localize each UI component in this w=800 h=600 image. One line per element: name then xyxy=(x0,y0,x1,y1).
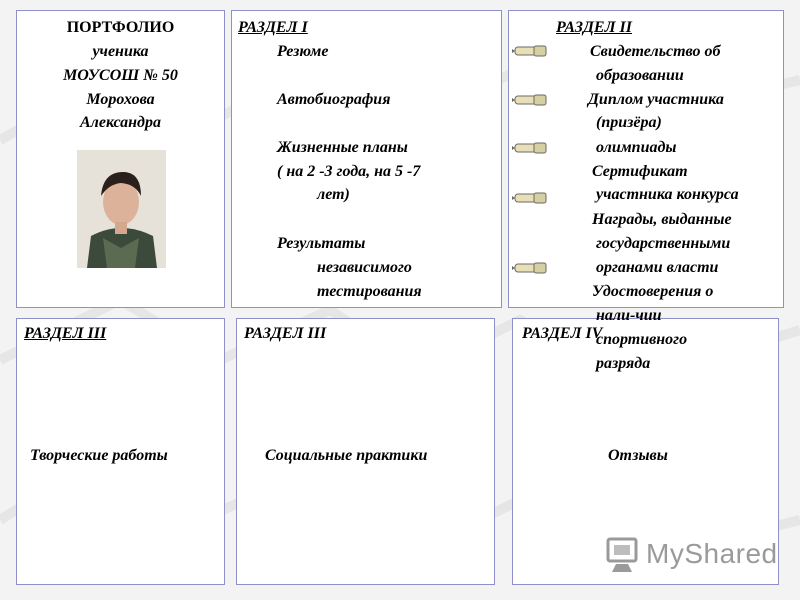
section3a-title: РАЗДЕЛ III xyxy=(24,325,107,342)
hand-pointer-icon xyxy=(512,93,548,107)
section2-item-certificate-education-2: образовании xyxy=(596,67,684,84)
section1-title: РАЗДЕЛ I xyxy=(238,19,308,36)
section1-item-results: Результаты xyxy=(277,235,366,252)
section1-item-life-plans: Жизненные планы xyxy=(277,139,408,156)
section2-item-olympiad-diploma-2: (призёра) xyxy=(596,114,662,131)
section1-item-resume: Резюме xyxy=(277,43,329,60)
section2-item-olympiad-diploma: Диплом участника xyxy=(588,91,724,108)
portfolio-line-school: МОУСОШ № 50 xyxy=(63,67,178,84)
hand-pointer-icon xyxy=(512,261,548,275)
watermark-logo-text: MyShared xyxy=(646,538,778,569)
section1-item-autobiography: Автобиография xyxy=(277,91,391,108)
section1-item-life-plans-detail: ( на 2 -3 года, на 5 -7 xyxy=(277,163,421,180)
section2-item-contest-cert: Сертификат xyxy=(592,163,688,180)
portfolio-title: ПОРТФОЛИО xyxy=(66,19,175,36)
portfolio-line-surname: Морохова xyxy=(86,91,155,108)
section4-content: Отзывы xyxy=(608,447,668,464)
section1-item-life-plans-years: лет) xyxy=(317,186,350,203)
section4-title: РАЗДЕЛ IV xyxy=(522,325,603,342)
section2-item-sport-cert-4: разряда xyxy=(596,355,651,372)
section2-item-awards-2: государственными xyxy=(596,235,731,252)
portfolio-line-student: ученика xyxy=(92,43,149,60)
section1-item-independent: независимого xyxy=(317,259,412,276)
section3b-content: Социальные практики xyxy=(265,447,428,464)
section2-item-awards-3: органами власти xyxy=(596,259,719,276)
hand-pointer-icon xyxy=(512,141,548,155)
section2-item-contest-cert-2: участника конкурса xyxy=(596,186,739,203)
section2-item-sport-cert: Удостоверения о xyxy=(592,283,714,300)
section2-item-awards: Награды, выданные xyxy=(592,211,732,228)
section2-item-sport-cert-3: спортивного xyxy=(596,331,688,348)
hand-pointer-icon xyxy=(512,191,548,205)
section2-item-olympiad-diploma-3: олимпиады xyxy=(596,139,677,156)
section3a-content: Творческие работы xyxy=(30,447,168,464)
student-photo xyxy=(77,150,166,268)
portfolio-line-name: Александра xyxy=(80,114,161,131)
section1-item-testing: тестирования xyxy=(317,283,422,300)
section2-item-certificate-education: Свидетельство об xyxy=(590,43,721,60)
section3b-title: РАЗДЕЛ III xyxy=(244,325,327,342)
hand-pointer-icon xyxy=(512,44,548,58)
section2-title: РАЗДЕЛ II xyxy=(556,19,632,36)
section2-item-sport-cert-2: нали-чии xyxy=(596,307,662,324)
